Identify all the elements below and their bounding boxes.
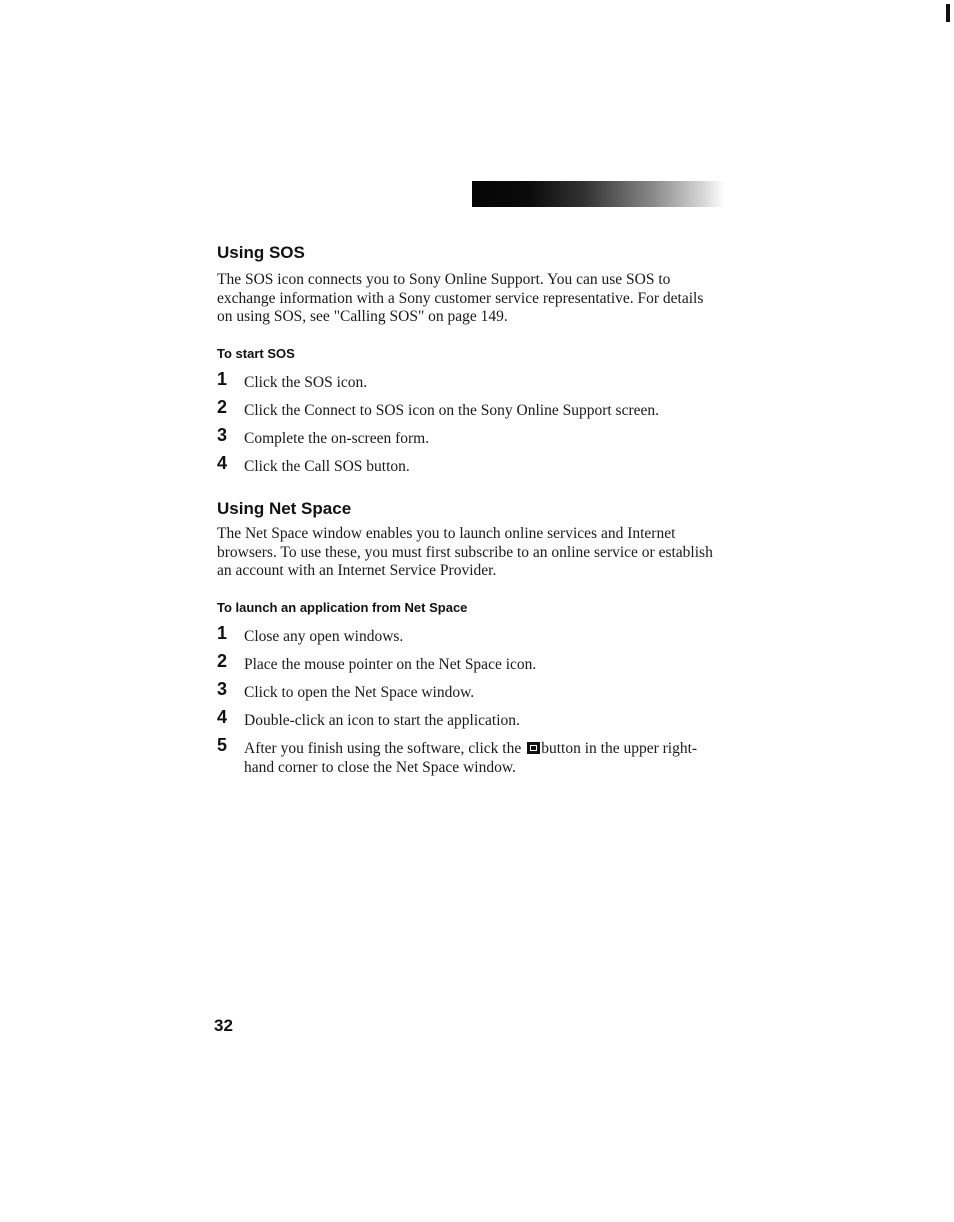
step-text: Click to open the Net Space window. bbox=[244, 684, 475, 701]
procedure-title-start-sos: To start SOS bbox=[217, 346, 295, 361]
step-text: Close any open windows. bbox=[244, 628, 404, 645]
page-edge-mark bbox=[946, 4, 950, 22]
step-number: 4 bbox=[217, 707, 228, 727]
page-number: 32 bbox=[214, 1016, 233, 1035]
step-number: 1 bbox=[217, 623, 228, 643]
section-heading-using-sos: Using SOS bbox=[217, 243, 305, 262]
step-number: 2 bbox=[217, 397, 228, 417]
step-text: Complete the on-screen form. bbox=[244, 430, 430, 447]
step-text bbox=[244, 739, 714, 777]
step-number: 3 bbox=[217, 425, 228, 445]
step-text: Click the Call SOS button. bbox=[244, 458, 410, 475]
step-text-after: button in the upper right-hand corner to close the Net Space window. bbox=[244, 740, 698, 776]
step-number: 4 bbox=[217, 453, 228, 473]
step-number: 2 bbox=[217, 651, 228, 671]
step-text: Place the mouse pointer on the Net Space icon. bbox=[244, 656, 537, 673]
step-number: 5 bbox=[217, 735, 228, 755]
step-text: Click the SOS icon. bbox=[244, 374, 368, 391]
netspace-intro-paragraph: The Net Space window enables you to launch online services and Internet browsers. To use these, you must first subscribe to an online service or establish an account with an Internet Service Provider. bbox=[217, 525, 713, 580]
step-number: 1 bbox=[217, 369, 228, 389]
header-gradient-band bbox=[472, 181, 724, 207]
step-number: 3 bbox=[217, 679, 228, 699]
close-box-icon bbox=[527, 742, 540, 754]
step-text: Click the Connect to SOS icon on the Sony Online Support screen. bbox=[244, 402, 660, 419]
step-text: Double-click an icon to start the application. bbox=[244, 712, 520, 729]
section-heading-using-net-space: Using Net Space bbox=[217, 499, 352, 518]
sos-intro-paragraph: The SOS icon connects you to Sony Online Support. You can use SOS to exchange information with a Sony customer service representative. For details on using SOS, see "Calling SOS" on page 149. bbox=[217, 271, 704, 326]
step-text-before: After you finish using the software, click the bbox=[244, 740, 522, 757]
procedure-title-launch-netspace: To launch an application from Net Space bbox=[217, 600, 468, 615]
